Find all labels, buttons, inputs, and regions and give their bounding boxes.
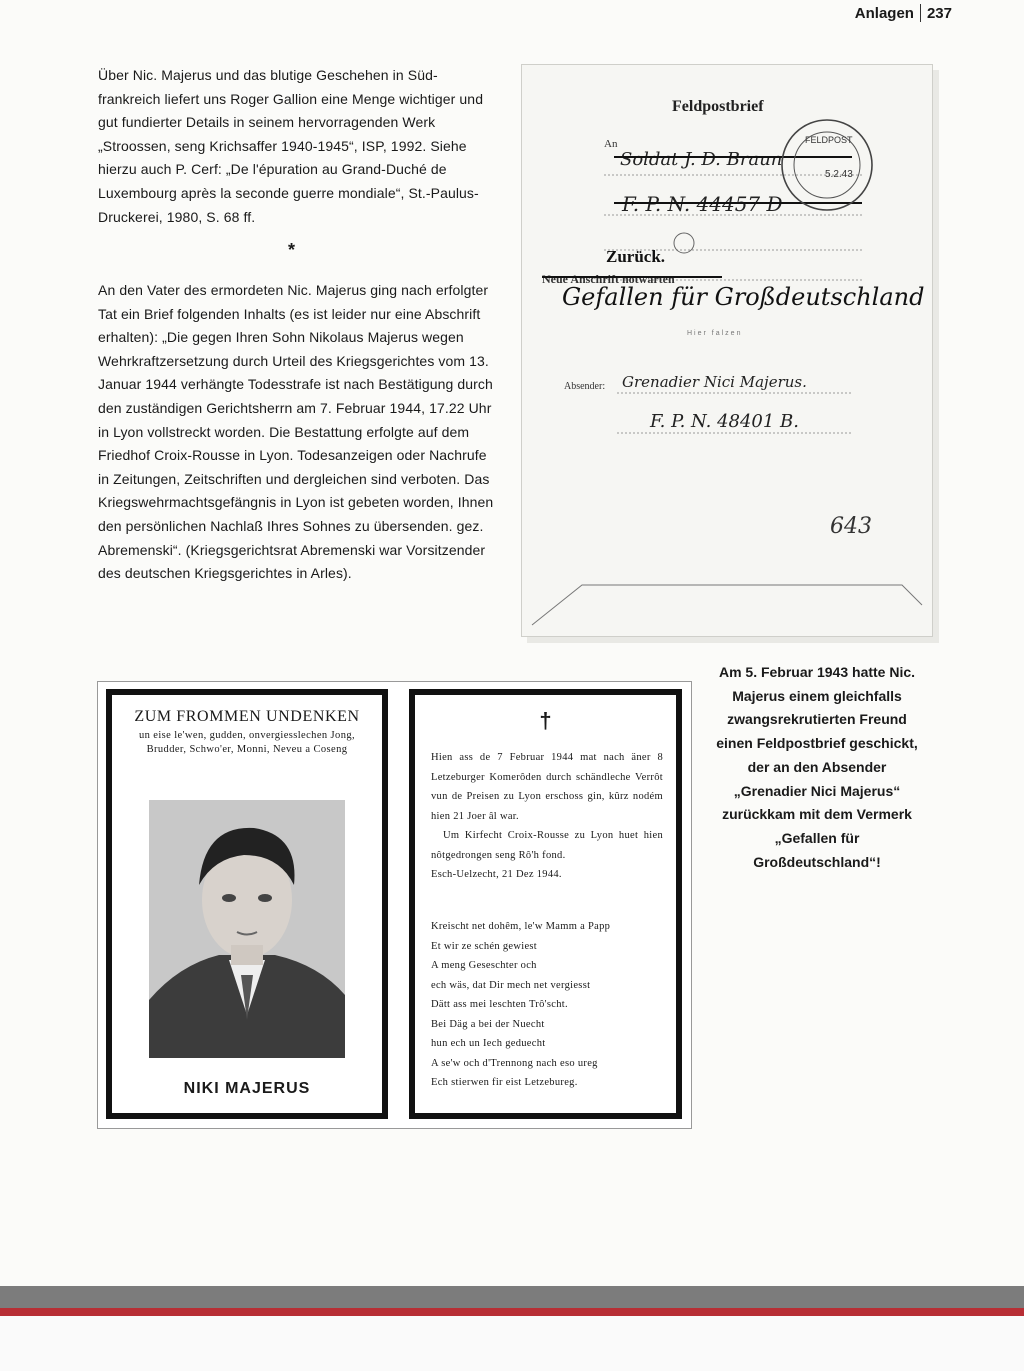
section-separator: *	[288, 240, 296, 260]
letter-addressee: Soldat J. D. Braun	[620, 149, 783, 170]
memorial-poem	[431, 917, 663, 1093]
page-number: 237	[926, 4, 952, 22]
letter-title: Feldpostbrief	[672, 98, 764, 115]
poem-line: Et wir ze schén gewiest	[431, 940, 538, 952]
body-paragraph-2: An den Vater des ermordeten Nic. Majerus ging nach erfolgter Tat ein Brief folgenden Inhalts (es ist leider nur eine Abschrift erhalten): „Die gegen Ihren Sohn Nikolaus Majerus wegen Wehrkraftzersetzung durch Urteil des Kriegsgerichtes vom 13. Januar 1944 verhängte Todesstrafe ist nach Bestätigung durch den zuständigen Gerichtsherrn am 7. Februar 1944, 17.22 Uhr in Lyon vollstreckt worden. Die Bestattung erfolgte auf dem Friedhof Croix-Rousse in Lyon. Todesanzeigen oder Nachrufe in Zeitungen, Zeitschriften und dergleichen sind verboten. Das Kriegswehrmachtsgefängnis in Lyon ist gebeten worden, Ihnen den persönlichen Nachlaß Ihres Sohnes zu übersenden. gez. Abremenski“. (Kriegsgerichtsrat Abremenski war Vorsitzender des deutschen Kriegsgerichtes in Arles).	[98, 282, 494, 582]
memorial-name: NIKI MAJERUS	[183, 1080, 311, 1097]
letter-gefallen-note: Gefallen für Großdeutschland	[562, 283, 925, 311]
feldpost-stamp	[782, 120, 872, 210]
letter-neue-anschrift: Neue Anschrift notwarten	[542, 272, 675, 286]
feldpostbrief-drawing	[522, 65, 932, 636]
poem-line: Ech stierwen fir eist Letzebureg.	[431, 1077, 578, 1088]
letter-absender-name: Grenadier Nici Majerus.	[622, 373, 807, 391]
footer-gray-band	[0, 1286, 1024, 1308]
memorial-card-left	[106, 689, 388, 1119]
letter-absender-label: Absender:	[564, 381, 606, 392]
poem-line: Dätt ass mei leschten Trô'scht.	[431, 999, 568, 1010]
letter-fpn: F. P. N. 44457 D	[622, 192, 783, 216]
memorial-subtitle: un eise le'wen, gudden, onvergiesslechen Jong, Brudder, Schwo'er, Monni, Neveu a Coseng	[138, 730, 356, 755]
memorial-title: ZUM FROMMEN UNDENKEN	[134, 708, 360, 725]
memorial-text-2: Um Kirfecht Croix-Rousse zu Lyon huet hien nôtgedrongen seng Rô'h fond.	[431, 830, 663, 861]
letter-hier-falzen: Hier falzen	[687, 330, 743, 337]
memorial-card-right	[409, 689, 682, 1119]
memorial-signature: Esch-Uelzecht, 21 Dez 1944.	[431, 869, 562, 880]
memorial-text-block	[431, 748, 663, 885]
body-paragraph-1: Über Nic. Majerus und das blutige Geschehen in Süd-frankreich liefert uns Roger Gallion eine Menge wichtiger und gut fundierter Details in seinem hervorragenden Werk „Stroossen, seng Krichsaffer 1940-1945“, ISP, 1992. Siehe hierzu auch P. Cerf: „De l'épuration au Grand-Duché de Luxembourg après la seconde guerre mondiale“, St.-Paulus-Druckerei, 1980, S. 68 ff.	[98, 67, 484, 225]
footer-red-band	[0, 1308, 1024, 1316]
letter-zuruck: Zurück.	[606, 247, 666, 266]
letter-caption: Am 5. Februar 1943 hatte Nic. Majerus einem gleichfalls zwangsrekrutierten Freund einen Feldpostbrief geschickt, der an den Absender „Grenadier Nici Majerus“ zurückkam mit dem Vermerk „Gefallen für Großdeutschland“!	[716, 664, 918, 870]
poem-line: Bei Däg a bei der Nuecht	[431, 1018, 545, 1030]
poem-line: hun ech un Iech geduecht	[431, 1038, 546, 1049]
envelope-fold-line	[532, 585, 922, 625]
poem-line: ech wäs, dat Dir mech net vergiesst	[431, 979, 591, 991]
stamp-text: FELDPOST	[805, 135, 853, 145]
memorial-card-frame	[97, 681, 692, 1129]
page-header	[855, 4, 952, 22]
portrait-photo	[149, 800, 345, 1058]
page-bottom-margin	[0, 1316, 1024, 1371]
letter-number: 643	[830, 514, 872, 539]
poem-line: Kreischt net dohêm, le'w Mamm a Papp	[431, 921, 611, 932]
letter-an-label: An	[604, 138, 618, 150]
section-title: Anlagen	[854, 4, 914, 22]
letter-absender-fpn: F. P. N. 48401 B.	[650, 411, 800, 432]
poem-line: A se'w och d'Trennong nach eso ureg	[431, 1057, 598, 1069]
poem-line: A meng Geseschter och	[431, 960, 537, 971]
memorial-text-1: Hien ass de 7 Februar 1944 mat nach äner 8 Letzeburger Komerôden durch schändleche Verrôt vun de Preisen zu Lyon erschoss gin, kûrz nodém hien 21 Joer âl war.	[431, 752, 663, 822]
cross-icon: †	[539, 708, 552, 733]
portrait-drawing	[149, 800, 345, 1058]
feldpostbrief-image	[521, 64, 933, 637]
header-divider	[920, 4, 921, 22]
stamp-date: 5.2.43	[825, 169, 853, 180]
